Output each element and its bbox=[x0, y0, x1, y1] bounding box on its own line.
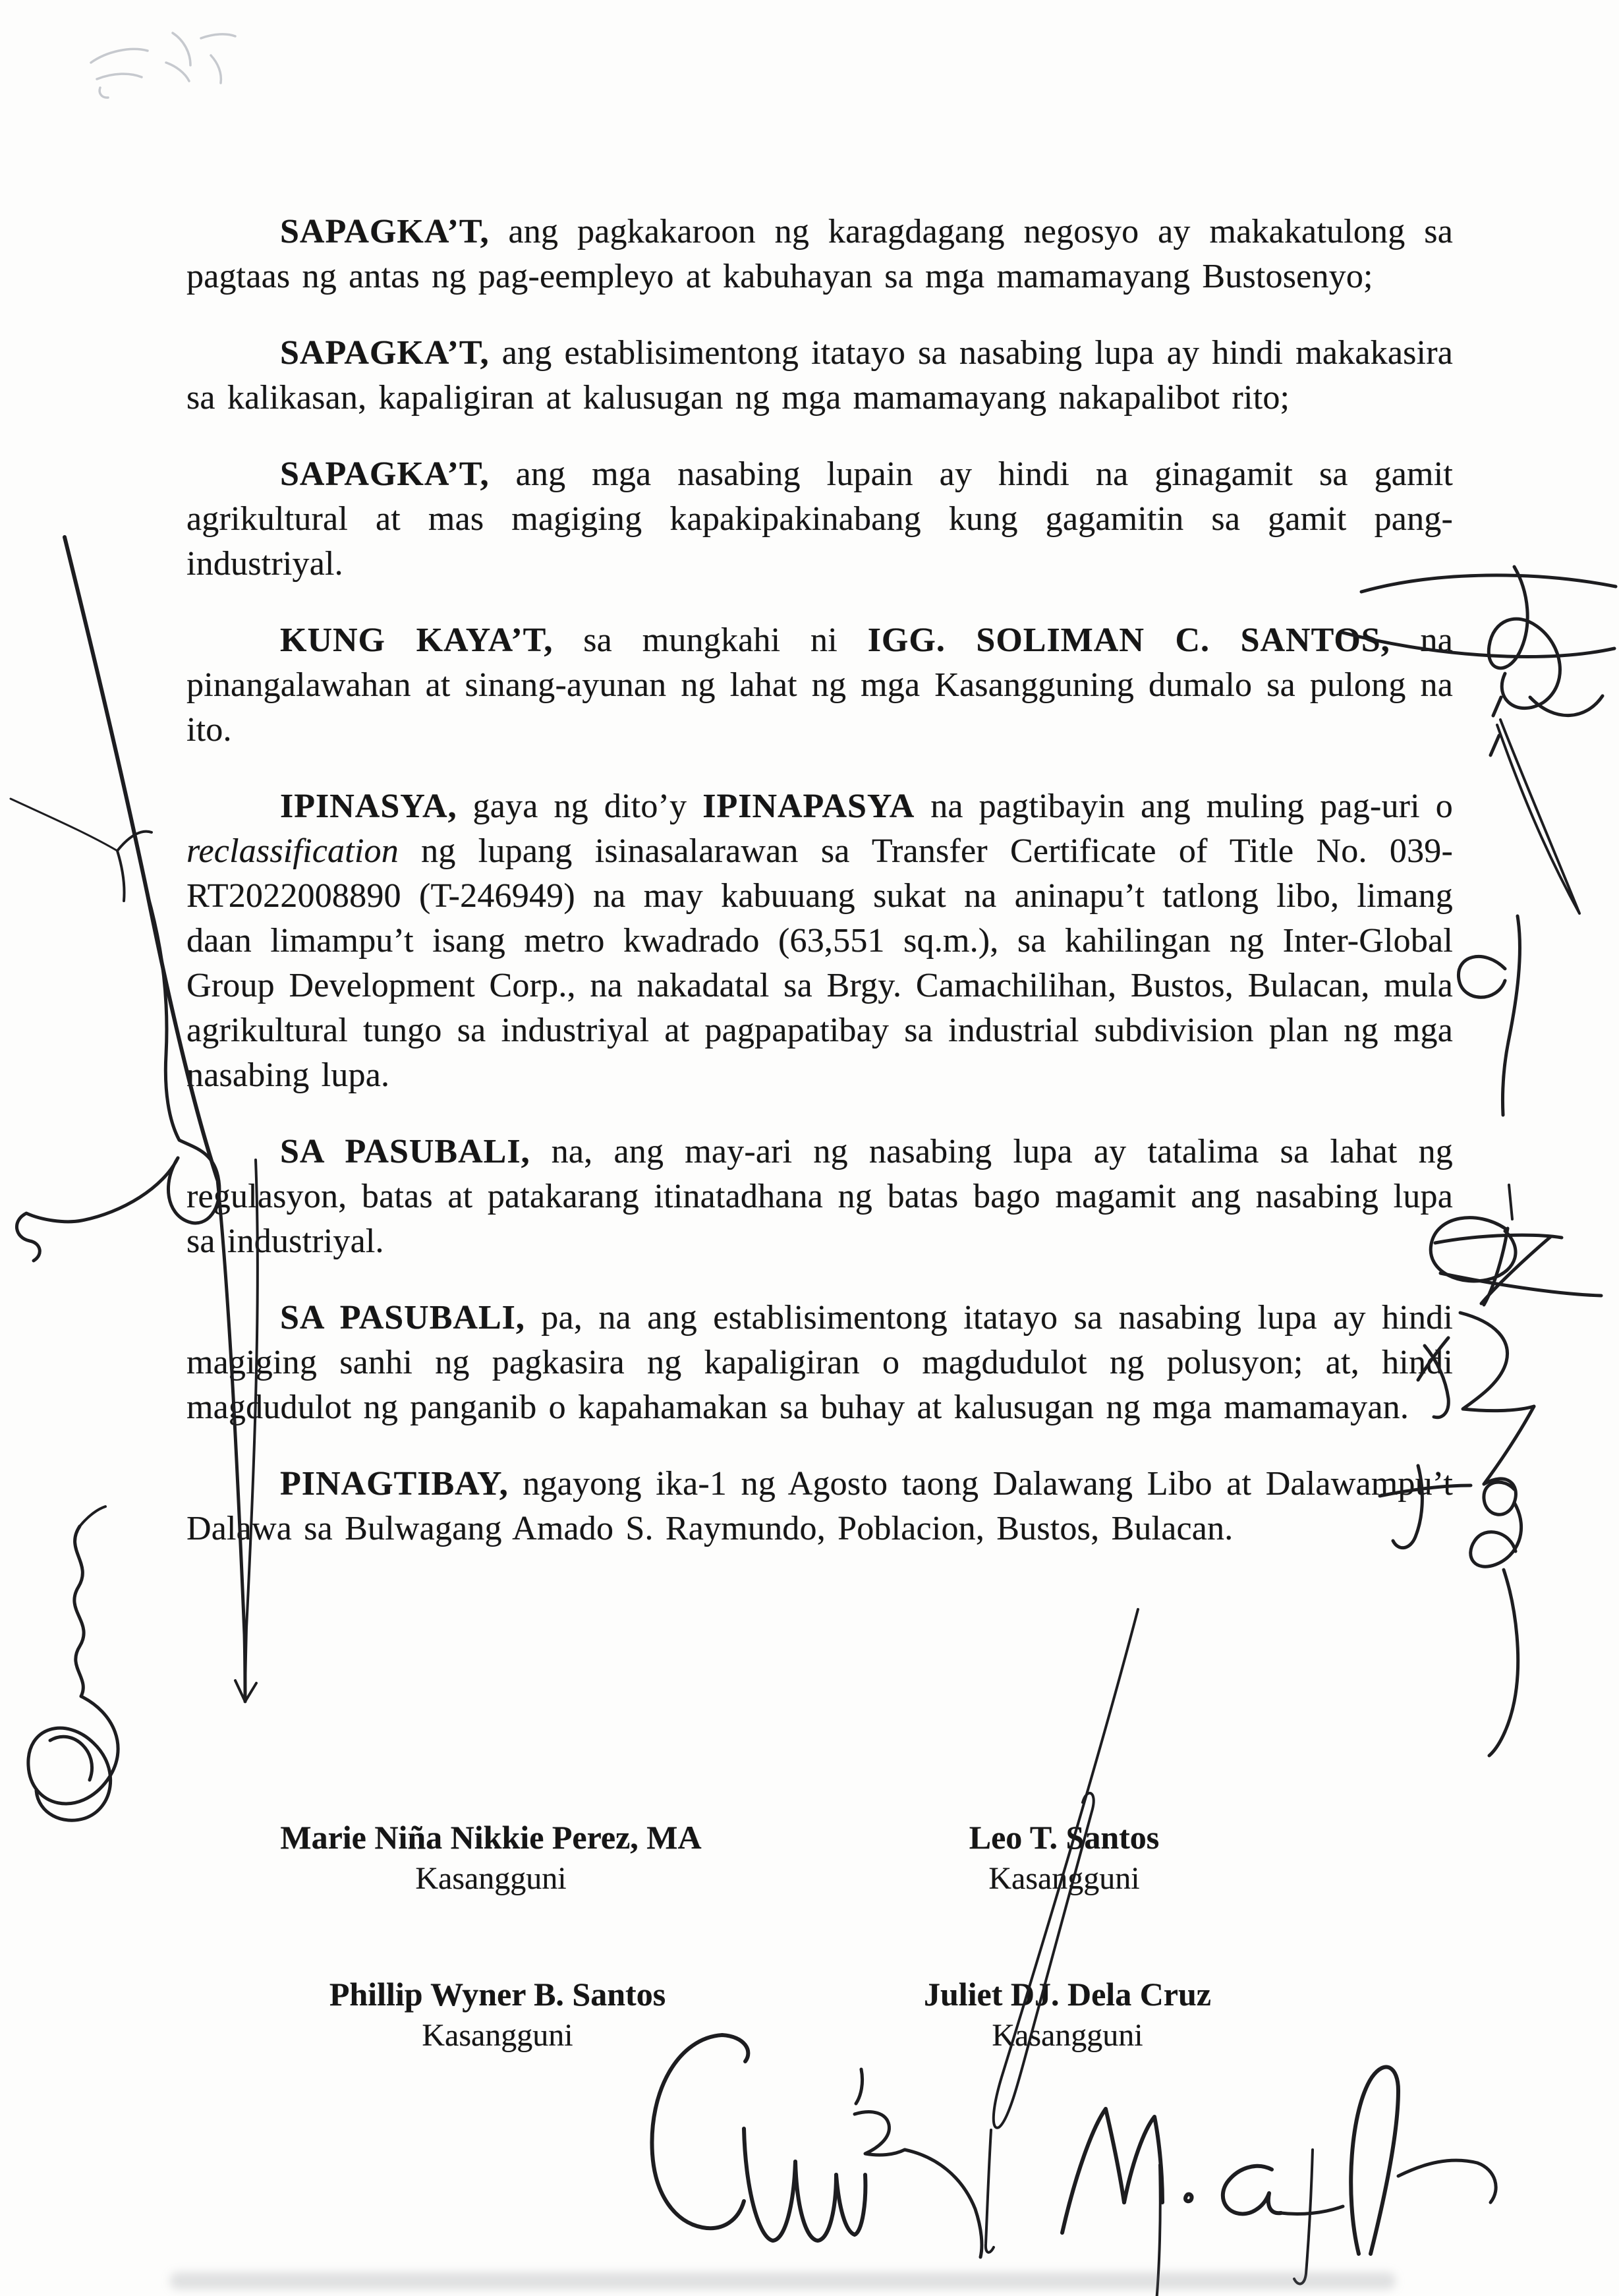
signature-stroke bbox=[836, 2175, 865, 2235]
signatory-name: Leo T. Santos bbox=[969, 1819, 1160, 1856]
paragraph-segment: ang pagkakaroon ng karagdagang negosyo ay makakatulong sa pagtaas ng antas ng pag-eempleyo at kabuhayan sa mga mamamayang Bustosenyo; bbox=[186, 213, 1453, 295]
paragraph-segment: IPINAPASYA bbox=[702, 788, 915, 825]
ink-hook bbox=[117, 832, 152, 901]
signature-stroke bbox=[80, 1507, 105, 1526]
signature-stroke bbox=[795, 2162, 836, 2241]
paragraph-segment: IPINASYA, bbox=[280, 788, 457, 825]
signature-stroke bbox=[1124, 2117, 1162, 2202]
paragraph-segment: KUNG KAYA’T, bbox=[280, 621, 554, 659]
paragraph bbox=[186, 210, 1453, 299]
ink-knot bbox=[1489, 567, 1560, 708]
signature-block-leo-santos bbox=[814, 1819, 1315, 1897]
paragraph bbox=[186, 452, 1453, 587]
paragraph-segment: ang mga nasabing lupain ay hindi na ginagamit sa gamit agrikultural at mas magiging kapakipakinabang kung gagamitin sa gamit pang-industriyal. bbox=[186, 455, 1453, 583]
signatory-name: Juliet DJ. Dela Cruz bbox=[923, 1976, 1212, 2013]
ink-arrow-tip bbox=[235, 1680, 256, 1702]
scan-shadow bbox=[170, 2272, 1396, 2289]
pencil-mark bbox=[166, 63, 189, 81]
paragraph-segment: SAPAGKA’T, bbox=[280, 334, 490, 372]
signature-stroke bbox=[1185, 2194, 1192, 2201]
signatory-role: Kasangguni bbox=[992, 2018, 1143, 2053]
paragraph-segment: gaya ng dito’y bbox=[457, 788, 703, 825]
paragraph-segment: SAPAGKA’T, bbox=[280, 213, 490, 250]
signature-stroke bbox=[855, 2112, 905, 2155]
rotated-signature-bottom-left-margin bbox=[28, 1507, 118, 1820]
signature-stroke bbox=[1398, 2160, 1496, 2202]
signature-stroke bbox=[1484, 1406, 1534, 1484]
signature-stroke bbox=[1351, 2067, 1398, 2254]
signature-stroke bbox=[50, 1736, 92, 1780]
paragraph-segment: sa mungkahi ni bbox=[553, 621, 868, 659]
signatory-name: Phillip Wyner B. Santos bbox=[329, 1976, 666, 2013]
signature-stroke bbox=[1281, 2206, 1343, 2214]
signature-stroke bbox=[1294, 2150, 1313, 2284]
signature-stroke bbox=[1497, 720, 1579, 913]
paragraph bbox=[186, 618, 1453, 753]
pencil-mark bbox=[91, 49, 148, 63]
signature-bottom-right bbox=[1062, 2067, 1496, 2296]
signature-stroke bbox=[1458, 956, 1505, 997]
paragraph-segment: pa, na ang establisimentong itatayo sa nasabing lupa ay hindi magiging sanhi ng pagkasira ng kapaligiran o magdudulot ng polusyon; at, hindi magdudulot ng panganib o kapahamakan sa buhay at kalusugan ng mga mamamayan. bbox=[186, 1299, 1453, 1426]
signature-stroke bbox=[1460, 1313, 1534, 1411]
signature-stroke bbox=[1509, 1185, 1512, 1219]
paragraph-segment: ang establisimentong itatayo sa nasabing lupa ay hindi makakasira sa kalikasan, kapaligiran at kalusugan ng mga mamamayang nakapalibot rito; bbox=[186, 334, 1453, 416]
signatory-role: Kasangguni bbox=[415, 1861, 567, 1896]
signature-stroke bbox=[905, 2150, 982, 2257]
signature-stroke bbox=[652, 2154, 744, 2228]
signature-stroke bbox=[1502, 916, 1520, 1115]
paragraph-segment: SAPAGKA’T, bbox=[280, 455, 490, 493]
paragraph-segment: na, ang may-ari ng nasabing lupa ay tatalima sa lahat ng regulasyon, batas at patakarang itinatadhana ng batas bago magamit ang nasabing lupa sa industriyal. bbox=[186, 1133, 1453, 1260]
signature-stroke bbox=[1435, 1235, 1562, 1243]
signature-stroke bbox=[986, 2130, 994, 2253]
signature-stroke bbox=[1481, 1236, 1551, 1304]
narrow-loop-signature-right-margin bbox=[1491, 697, 1579, 913]
ink-thin-line bbox=[11, 799, 117, 851]
j-scrawl-right-margin bbox=[1458, 916, 1520, 1115]
pencil-mark bbox=[173, 33, 190, 65]
paragraph bbox=[186, 1130, 1453, 1264]
signature-block-marie-perez bbox=[241, 1819, 741, 1897]
paragraph bbox=[186, 784, 1453, 1098]
pencil-mark bbox=[201, 34, 235, 38]
signature-stroke bbox=[1489, 1570, 1518, 1756]
signatory-role: Kasangguni bbox=[422, 2018, 573, 2053]
signature-stroke bbox=[1484, 1479, 1516, 1514]
signature-stroke bbox=[744, 2129, 795, 2241]
paragraph-segment: IGG. SOLIMAN C. SANTOS, bbox=[867, 621, 1390, 659]
signature-stroke bbox=[856, 2069, 863, 2104]
signature-stroke bbox=[1484, 1228, 1508, 1305]
signature-stroke bbox=[28, 1696, 118, 1820]
signatory-role: Kasangguni bbox=[988, 1861, 1140, 1896]
signature-block-phillip-santos bbox=[247, 1976, 748, 2053]
paragraph-segment: SA PASUBALI, bbox=[280, 1133, 530, 1170]
diagonal-loop-signature-over-leo-and-juliet bbox=[986, 1609, 1138, 2253]
document-body bbox=[186, 210, 1453, 1583]
paragraph-segment: PINAGTIBAY, bbox=[280, 1465, 509, 1503]
paragraph-segment: na pagtibayin ang muling pag-uri o bbox=[915, 788, 1453, 825]
paragraph bbox=[186, 1462, 1453, 1551]
signature-stroke bbox=[1062, 2109, 1124, 2233]
signatory-name: Marie Niña Nikkie Perez, MA bbox=[280, 1819, 702, 1856]
paragraph-segment: ngayong ika-1 ng Agosto taong Dalawang Libo at Dalawampu’t Dalawa sa Bulwagang Amado S. Raymundo, Poblacion, Bustos, Bulacan. bbox=[186, 1465, 1453, 1547]
paragraph-segment: na pinangalawahan at sinang-ayunan ng lahat ng mga Kasangguning dumalo sa pulong na ito. bbox=[186, 621, 1453, 749]
pencil-mark bbox=[97, 74, 142, 79]
paragraph-segment: SA PASUBALI, bbox=[280, 1299, 525, 1336]
signature-stroke bbox=[1440, 1273, 1601, 1296]
signature-stroke bbox=[1223, 2166, 1281, 2214]
paragraph-segment: reclassification bbox=[186, 832, 399, 870]
pencil-scribbles-top-left bbox=[91, 33, 235, 98]
pencil-mark bbox=[211, 55, 221, 83]
large-signature-bottom-center bbox=[652, 2035, 981, 2257]
paragraph bbox=[186, 1296, 1453, 1430]
signature-block-juliet-delacruz bbox=[817, 1976, 1318, 2053]
ink-tail bbox=[1530, 696, 1603, 716]
paragraph-segment: ng lupang isinasalarawan sa Transfer Certificate of Title No. 039-RT2022008890 (T-246949) na may kabuuang sukat na aninapu’t tatlong libo, limang daan limampu’t isang metro kwadrado (63,551 sq.m.), sa kahilingan ng Inter-Global Group Development Corp., na nakadatal sa Brgy. Camachilihan, Bustos, Bulacan, mula agrikultural tungo sa industriyal at pagpapatibay sa industrial subdivision plan ng mga nasabing lupa. bbox=[186, 832, 1453, 1094]
signature-stroke bbox=[1471, 1503, 1521, 1566]
signature-stroke bbox=[74, 1526, 84, 1696]
signature-stroke bbox=[1491, 697, 1501, 755]
paragraph bbox=[186, 331, 1453, 420]
pencil-mark bbox=[99, 88, 108, 98]
